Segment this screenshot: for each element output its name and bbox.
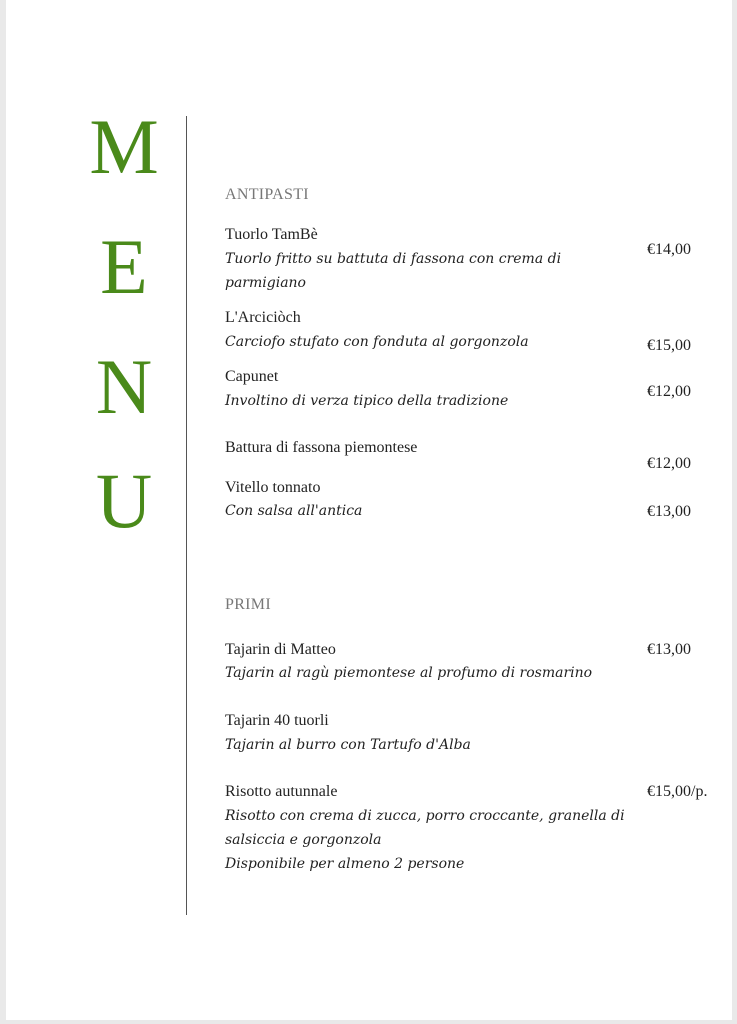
item-description: Risotto con crema di zucca, porro croccante, granella di salsiccia e gorgonzola — [225, 808, 625, 848]
vertical-divider — [186, 116, 187, 915]
item-description: Tajarin al ragù piemontese al profumo di rosmarino — [225, 665, 593, 681]
item-description: Tajarin al burro con Tartufo d'Alba — [225, 737, 471, 753]
item-name: Tajarin 40 tuorli — [225, 712, 329, 729]
menu-letter-u: U — [95, 457, 153, 544]
item-description: Carciofo stufato con fonduta al gorgonzola — [225, 334, 529, 350]
item-description: Involtino di verza tipico della tradizione — [225, 393, 509, 409]
item-name: Battura di fassona piemontese — [225, 439, 418, 456]
item-price: €13,00 — [647, 641, 691, 658]
item-description: Con salsa all'antica — [225, 503, 363, 519]
section-title-antipasti: ANTIPASTI — [225, 186, 309, 203]
section-title-primi: PRIMI — [225, 596, 271, 613]
item-name: Vitello tonnato — [225, 479, 321, 496]
item-price: €15,00/p. — [647, 783, 708, 800]
item-note: Disponibile per almeno 2 persone — [225, 856, 465, 872]
menu-letter-m: M — [89, 103, 159, 190]
menu-letter-n: N — [95, 343, 153, 430]
item-name: L'Arciciòch — [225, 309, 301, 326]
item-price: €13,00 — [647, 503, 691, 520]
item-price: €15,00 — [647, 337, 691, 354]
menu-letter-e: E — [100, 223, 148, 310]
item-price: €14,00 — [647, 241, 691, 258]
item-name: Risotto autunnale — [225, 783, 338, 800]
item-name: Tuorlo TamBè — [225, 226, 318, 243]
item-price: €12,00 — [647, 383, 691, 400]
item-name: Capunet — [225, 368, 279, 385]
item-description: Tuorlo fritto su battuta di fassona con crema di parmigiano — [225, 251, 562, 291]
item-price: €12,00 — [647, 455, 691, 472]
menu-page — [6, 0, 732, 1020]
item-name: Tajarin di Matteo — [225, 641, 336, 658]
